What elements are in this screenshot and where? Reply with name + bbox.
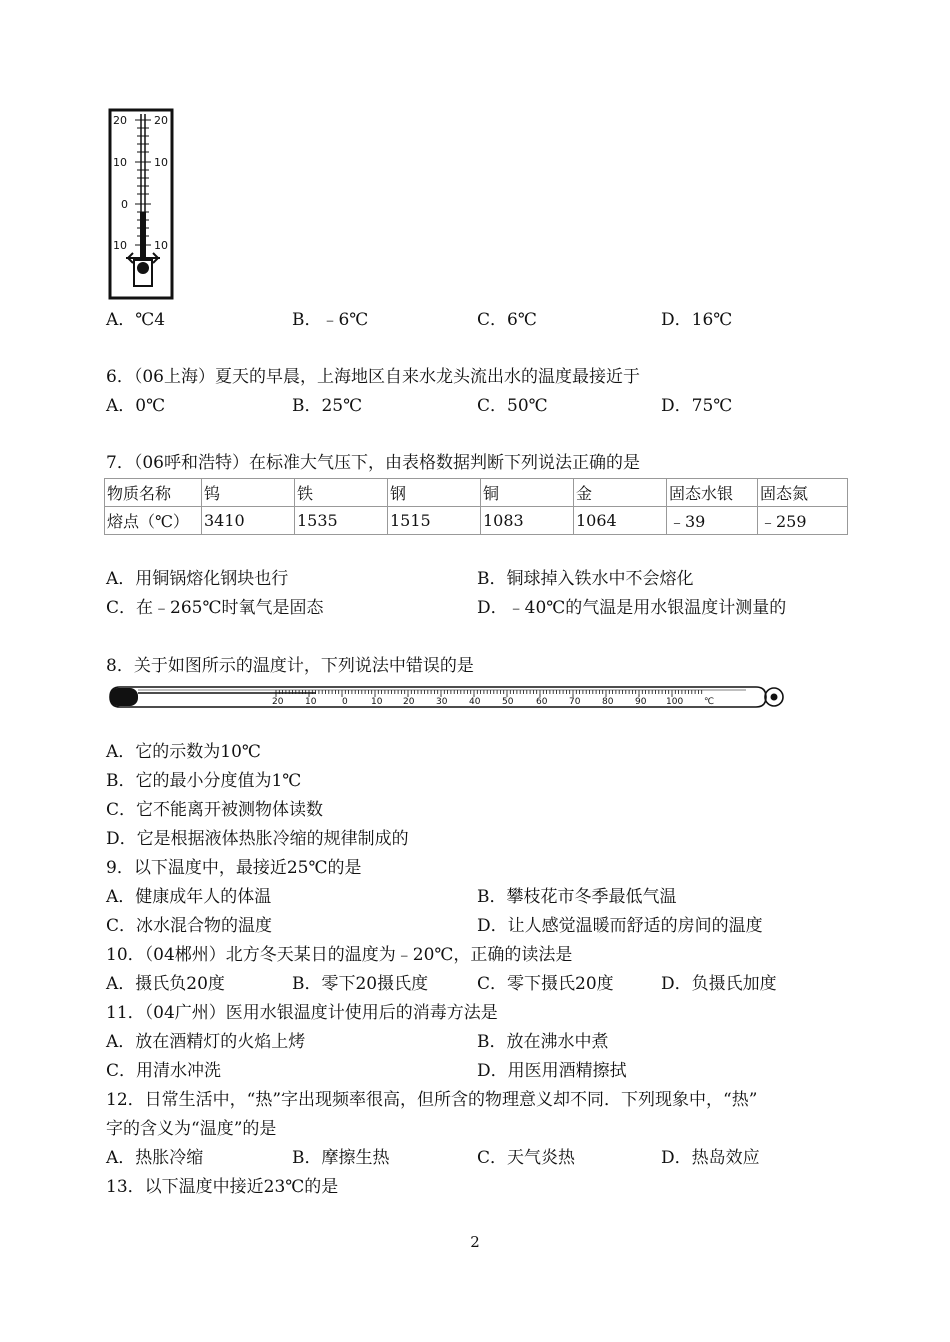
q6-option-c: C．50℃ xyxy=(477,396,548,416)
q8-stem: 8．关于如图所示的温度计，下列说法中错误的是 xyxy=(106,656,474,676)
q7-option-a: A．用铜锅熔化钢块也行 xyxy=(106,569,289,589)
scale-label: 10 xyxy=(371,697,383,707)
scale-label: 20 xyxy=(403,697,415,707)
scale-label: 30 xyxy=(436,697,448,707)
tick-right-20: 20 xyxy=(154,114,168,127)
q11-option-d: D．用医用酒精擦拭 xyxy=(477,1061,627,1081)
melting-point-table xyxy=(104,478,848,535)
horizontal-thermometer-figure xyxy=(106,682,788,714)
q9-stem: 9．以下温度中，最接近25℃的是 xyxy=(106,858,362,878)
table-cell: 1535 xyxy=(295,507,388,535)
table-row xyxy=(105,507,848,535)
q5-option-c: C．6℃ xyxy=(477,310,537,330)
q11-option-a: A．放在酒精灯的火焰上烤 xyxy=(106,1032,306,1052)
q6-option-a: A．0℃ xyxy=(106,396,166,416)
q8-option-b: B．它的最小分度值为1℃ xyxy=(106,771,302,791)
q8-option-a: A．它的示数为10℃ xyxy=(106,742,261,762)
q9-option-c: C．冰水混合物的温度 xyxy=(106,916,273,936)
q12-option-b: B．摩擦生热 xyxy=(292,1148,390,1168)
tick-left-10: 10 xyxy=(113,156,127,169)
table-cell: 1064 xyxy=(574,507,667,535)
q12-option-d: D．热岛效应 xyxy=(661,1148,760,1168)
q12-option-a: A．热胀冷缩 xyxy=(106,1148,204,1168)
table-cell: 固态氮 xyxy=(758,479,848,507)
table-cell: 3410 xyxy=(202,507,295,535)
q7-option-c: C．在﹣265℃时氧气是固态 xyxy=(106,598,324,618)
q12-stem-line1: 12．日常生活中，“热”字出现频率很高，但所含的物理意义却不同．下列现象中，“热” xyxy=(106,1090,758,1110)
q11-option-c: C．用清水冲洗 xyxy=(106,1061,222,1081)
table-cell: 金 xyxy=(574,479,667,507)
vertical-thermometer-figure xyxy=(108,108,174,300)
q5-option-a: A．℃4 xyxy=(106,310,166,330)
scale-label: 90 xyxy=(635,697,647,707)
table-cell: 固态水银 xyxy=(667,479,758,507)
q11-stem: 11．（04广州）医用水银温度计使用后的消毒方法是 xyxy=(106,1003,498,1023)
tick-right-10: 10 xyxy=(154,156,168,169)
scale-label: 50 xyxy=(502,697,514,707)
table-cell: ﹣39 xyxy=(667,507,758,535)
scale-label: 100 xyxy=(666,697,684,707)
tick-right-minus10: 10 xyxy=(154,239,168,252)
q9-option-d: D．让人感觉温暖而舒适的房间的温度 xyxy=(477,916,763,936)
q10-option-d: D．负摄氏加度 xyxy=(661,974,777,994)
q6-option-d: D．75℃ xyxy=(661,396,733,416)
tick-left-20: 20 xyxy=(113,114,127,127)
tick-left-0: 0 xyxy=(121,198,128,211)
q10-option-c: C．零下摄氏20度 xyxy=(477,974,614,994)
q7-option-b: B．铜球掉入铁水中不会熔化 xyxy=(477,569,694,589)
page-number: 2 xyxy=(470,1233,480,1251)
scale-label: 80 xyxy=(602,697,614,707)
table-cell: 1083 xyxy=(481,507,574,535)
scale-label: 60 xyxy=(536,697,548,707)
table-cell: 铜 xyxy=(481,479,574,507)
table-cell: 物质名称 xyxy=(105,479,202,507)
q11-option-b: B．放在沸水中煮 xyxy=(477,1032,609,1052)
table-cell: 钨 xyxy=(202,479,295,507)
q7-stem: 7．（06呼和浩特）在标准大气压下，由表格数据判断下列说法正确的是 xyxy=(106,453,640,473)
q10-stem: 10．（04郴州）北方冬天某日的温度为﹣20℃，正确的读法是 xyxy=(106,945,573,965)
q7-option-d: D．﹣40℃的气温是用水银温度计测量的 xyxy=(477,598,787,618)
q12-option-c: C．天气炎热 xyxy=(477,1148,576,1168)
q13-stem: 13．以下温度中接近23℃的是 xyxy=(106,1177,339,1197)
q10-option-a: A．摄氏负20度 xyxy=(106,974,225,994)
table-cell: 熔点（℃） xyxy=(105,507,202,535)
tick-left-minus10: 10 xyxy=(113,239,127,252)
scale-label: 40 xyxy=(469,697,481,707)
scale-label: 0 xyxy=(342,697,348,707)
table-cell: 铁 xyxy=(295,479,388,507)
q8-option-c: C．它不能离开被测物体读数 xyxy=(106,800,324,820)
scale-label: ℃ xyxy=(704,697,715,707)
q10-option-b: B．零下20摄氏度 xyxy=(292,974,429,994)
q6-option-b: B．25℃ xyxy=(292,396,363,416)
table-header-row xyxy=(105,479,848,507)
scale-label: 10 xyxy=(305,697,317,707)
q6-stem: 6．（06上海）夏天的早晨，上海地区自来水龙头流出水的温度最接近于 xyxy=(106,367,640,387)
q8-option-d: D．它是根据液体热胀冷缩的规律制成的 xyxy=(106,829,409,849)
q9-option-b: B．攀枝花市冬季最低气温 xyxy=(477,887,677,907)
table-cell: 钢 xyxy=(388,479,481,507)
q5-option-d: D．16℃ xyxy=(661,310,733,330)
scale-label: 70 xyxy=(569,697,581,707)
q5-option-b: B．﹣6℃ xyxy=(292,310,369,330)
q9-option-a: A．健康成年人的体温 xyxy=(106,887,272,907)
q12-stem-line2: 字的含义为“温度”的是 xyxy=(106,1119,277,1139)
table-cell: 1515 xyxy=(388,507,481,535)
table-cell: ﹣259 xyxy=(758,507,848,535)
scale-label: 20 xyxy=(272,697,284,707)
